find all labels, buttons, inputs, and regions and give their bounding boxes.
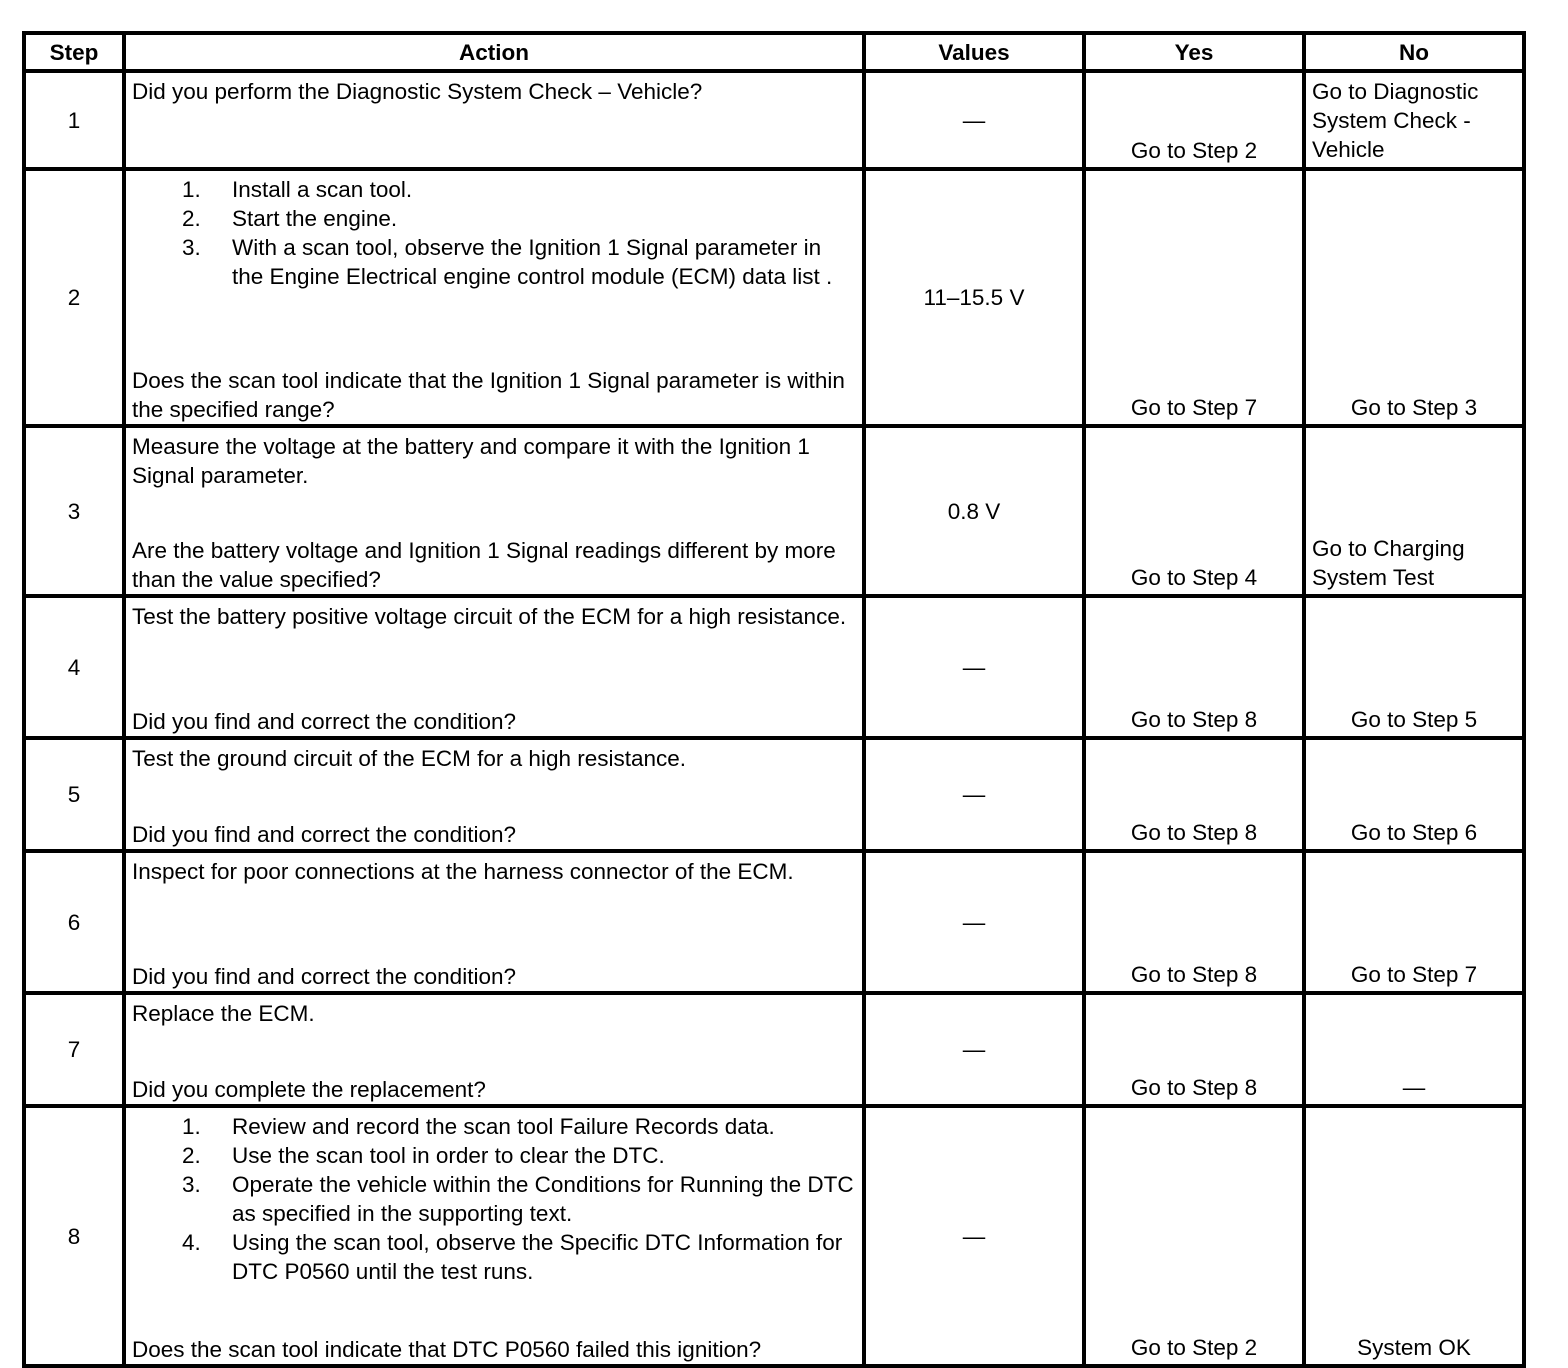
action-cell [124,1106,864,1366]
header-step: Step [24,33,124,71]
list-item: 2. Start the engine. [182,206,398,231]
action-cell [124,596,864,738]
action-steps-list [132,175,856,291]
no-cell: Go to Step 5 [1304,596,1524,738]
list-item: 2. Use the scan tool in order to clear the DTC. [182,1143,665,1168]
step-number: 2 [24,169,124,426]
list-item: 3. Operate the vehicle within the Conditions for Running the DTC as specified in the supporting text. [182,1172,854,1226]
no-cell: Go to Step 3 [1304,169,1524,426]
action-question: Did you complete the replacement? [132,1077,486,1102]
step-number: 4 [24,596,124,738]
action-cell [124,71,864,169]
action-cell [124,851,864,993]
no-cell: System OK [1304,1106,1524,1366]
action-cell [124,426,864,596]
list-item: 4. Using the scan tool, observe the Specific DTC Information for DTC P0560 until the test runs. [182,1230,843,1284]
value-cell: — [864,596,1084,738]
table-row [24,851,1524,993]
step-number: 6 [24,851,124,993]
table-row [24,169,1524,426]
value-cell: — [864,71,1084,169]
header-action: Action [124,33,864,71]
header-no: No [1304,33,1524,71]
header-yes: Yes [1084,33,1304,71]
action-text: Test the battery positive voltage circuit of the ECM for a high resistance. [132,604,847,629]
action-text: Test the ground circuit of the ECM for a high resistance. [132,746,687,771]
action-question: Does the scan tool indicate that DTC P0560 failed this ignition? [132,1337,762,1362]
diagnostic-table [22,31,1526,1368]
step-number: 8 [24,1106,124,1366]
no-cell: Go to Diagnostic System Check - Vehicle [1304,71,1524,169]
action-text: Replace the ECM. [132,1001,315,1026]
yes-cell: Go to Step 8 [1084,993,1304,1106]
value-cell: 11–15.5 V [864,169,1084,426]
list-item: 1. Install a scan tool. [182,177,413,202]
yes-cell: Go to Step 2 [1084,71,1304,169]
action-question: Did you find and correct the condition? [132,964,516,989]
value-cell: — [864,1106,1084,1366]
step-number: 7 [24,993,124,1106]
value-cell: — [864,738,1084,851]
yes-cell: Go to Step 4 [1084,426,1304,596]
yes-cell: Go to Step 8 [1084,851,1304,993]
yes-cell: Go to Step 8 [1084,738,1304,851]
table-row [24,426,1524,596]
action-cell [124,738,864,851]
no-cell: — [1304,993,1524,1106]
list-item: 1. Review and record the scan tool Failure Records data. [182,1114,775,1139]
value-cell: — [864,851,1084,993]
header-values: Values [864,33,1084,71]
yes-cell: Go to Step 8 [1084,596,1304,738]
action-question: Are the battery voltage and Ignition 1 Signal readings different by more than the value specified? [132,538,836,592]
action-text: Did you perform the Diagnostic System Check – Vehicle? [132,79,703,104]
step-number: 3 [24,426,124,596]
step-number: 1 [24,71,124,169]
action-cell [124,993,864,1106]
table-row [24,993,1524,1106]
action-cell [124,169,864,426]
no-cell: Go to Step 6 [1304,738,1524,851]
table-row [24,71,1524,169]
header-row [24,33,1524,71]
table-row [24,738,1524,851]
action-question: Does the scan tool indicate that the Ignition 1 Signal parameter is within the specified range? [132,368,845,422]
no-cell: Go to Step 7 [1304,851,1524,993]
value-cell: 0.8 V [864,426,1084,596]
no-cell: Go to Charging System Test [1304,426,1524,596]
list-item: 3. With a scan tool, observe the Ignition 1 Signal parameter in the Engine Electrical engine control module (ECM) data list . [182,235,833,289]
action-steps-list [132,1112,856,1286]
action-question: Did you find and correct the condition? [132,822,516,847]
action-question: Did you find and correct the condition? [132,709,516,734]
value-cell: — [864,993,1084,1106]
step-number: 5 [24,738,124,851]
table-row [24,596,1524,738]
action-text: Measure the voltage at the battery and compare it with the Ignition 1 Signal parameter. [132,434,810,488]
yes-cell: Go to Step 7 [1084,169,1304,426]
yes-cell: Go to Step 2 [1084,1106,1304,1366]
table-row [24,1106,1524,1366]
action-text: Inspect for poor connections at the harness connector of the ECM. [132,859,794,884]
